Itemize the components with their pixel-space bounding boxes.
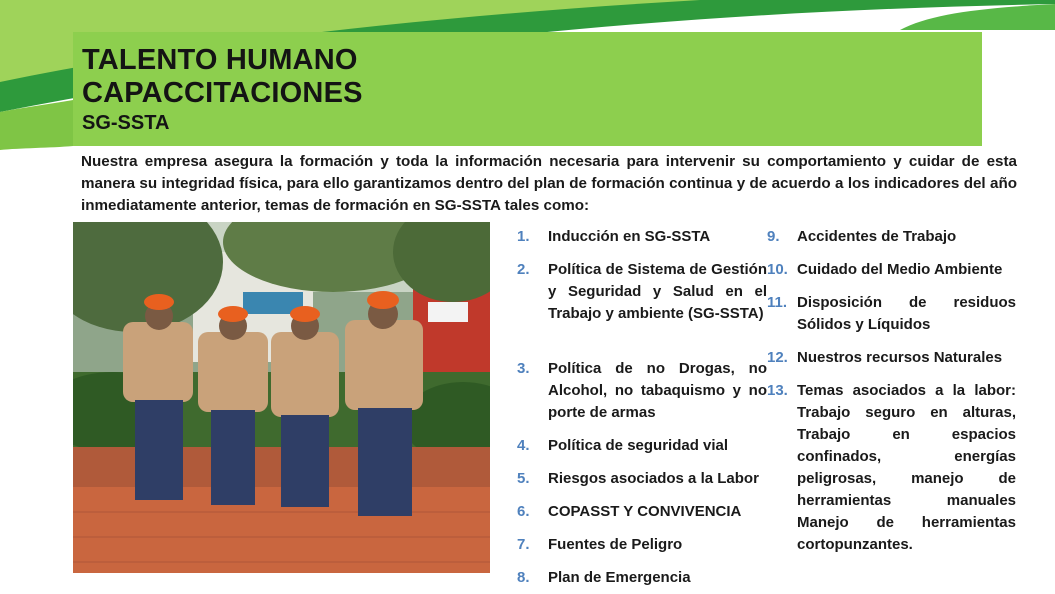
item-number: 11. [767, 294, 788, 311]
item-text: Política de seguridad vial [548, 437, 729, 454]
item-text: Accidentes de Trabajo [797, 228, 957, 245]
item-number: 4. [517, 437, 530, 454]
title-banner [73, 32, 982, 146]
item-number: 10. [767, 261, 788, 278]
item-text: Política de Sistema de Gestión y Seguridad y Salud en el Trabajo y ambiente (SG-SSTA) [548, 261, 767, 322]
item-text: Política de no Drogas, no Alcohol, no tabaquismo y no porte de armas [548, 360, 767, 421]
section-tag: SG-SSTA [82, 112, 170, 134]
page-subtitle: CAPACCITACIONES [82, 77, 363, 109]
item-number: 1. [517, 228, 530, 245]
item-number: 12. [767, 349, 788, 366]
page-title: TALENTO HUMANO [82, 44, 358, 76]
item-number: 2. [517, 261, 530, 278]
item-number: 9. [767, 228, 780, 245]
item-text: Inducción en SG-SSTA [548, 228, 711, 245]
item-number: 6. [517, 503, 530, 520]
item-text: Disposición de residuos Sólidos y Líquidos [797, 294, 1016, 333]
item-number: 5. [517, 470, 530, 487]
item-text: COPASST Y CONVIVENCIA [548, 503, 742, 520]
item-number: 8. [517, 569, 530, 586]
item-number: 13. [767, 382, 788, 399]
item-text: Cuidado del Medio Ambiente [797, 261, 1003, 278]
intro-paragraph: Nuestra empresa asegura la formación y toda la información necesaria para intervenir su comportamiento y cuidar de esta manera su integridad física, para ello garantizamos dentro del plan de formación continua y de acuerdo a los indicadores del año inmediatamente anterior, temas de formación en SG-SSTA tales como: [81, 153, 1017, 214]
item-number: 3. [517, 360, 530, 377]
item-text: Temas asociados a la labor: Trabajo seguro en alturas, Trabajo en espacios confinados, energías peligrosas, manejo de herramientas manuales Manejo de herramientas cortopunzantes. [797, 382, 1016, 553]
item-text: Fuentes de Peligro [548, 536, 683, 553]
workers-photo [73, 222, 490, 573]
item-number: 7. [517, 536, 530, 553]
item-text: Plan de Emergencia [548, 569, 691, 586]
item-text: Nuestros recursos Naturales [797, 349, 1003, 366]
item-text: Riesgos asociados a la Labor [548, 470, 759, 487]
